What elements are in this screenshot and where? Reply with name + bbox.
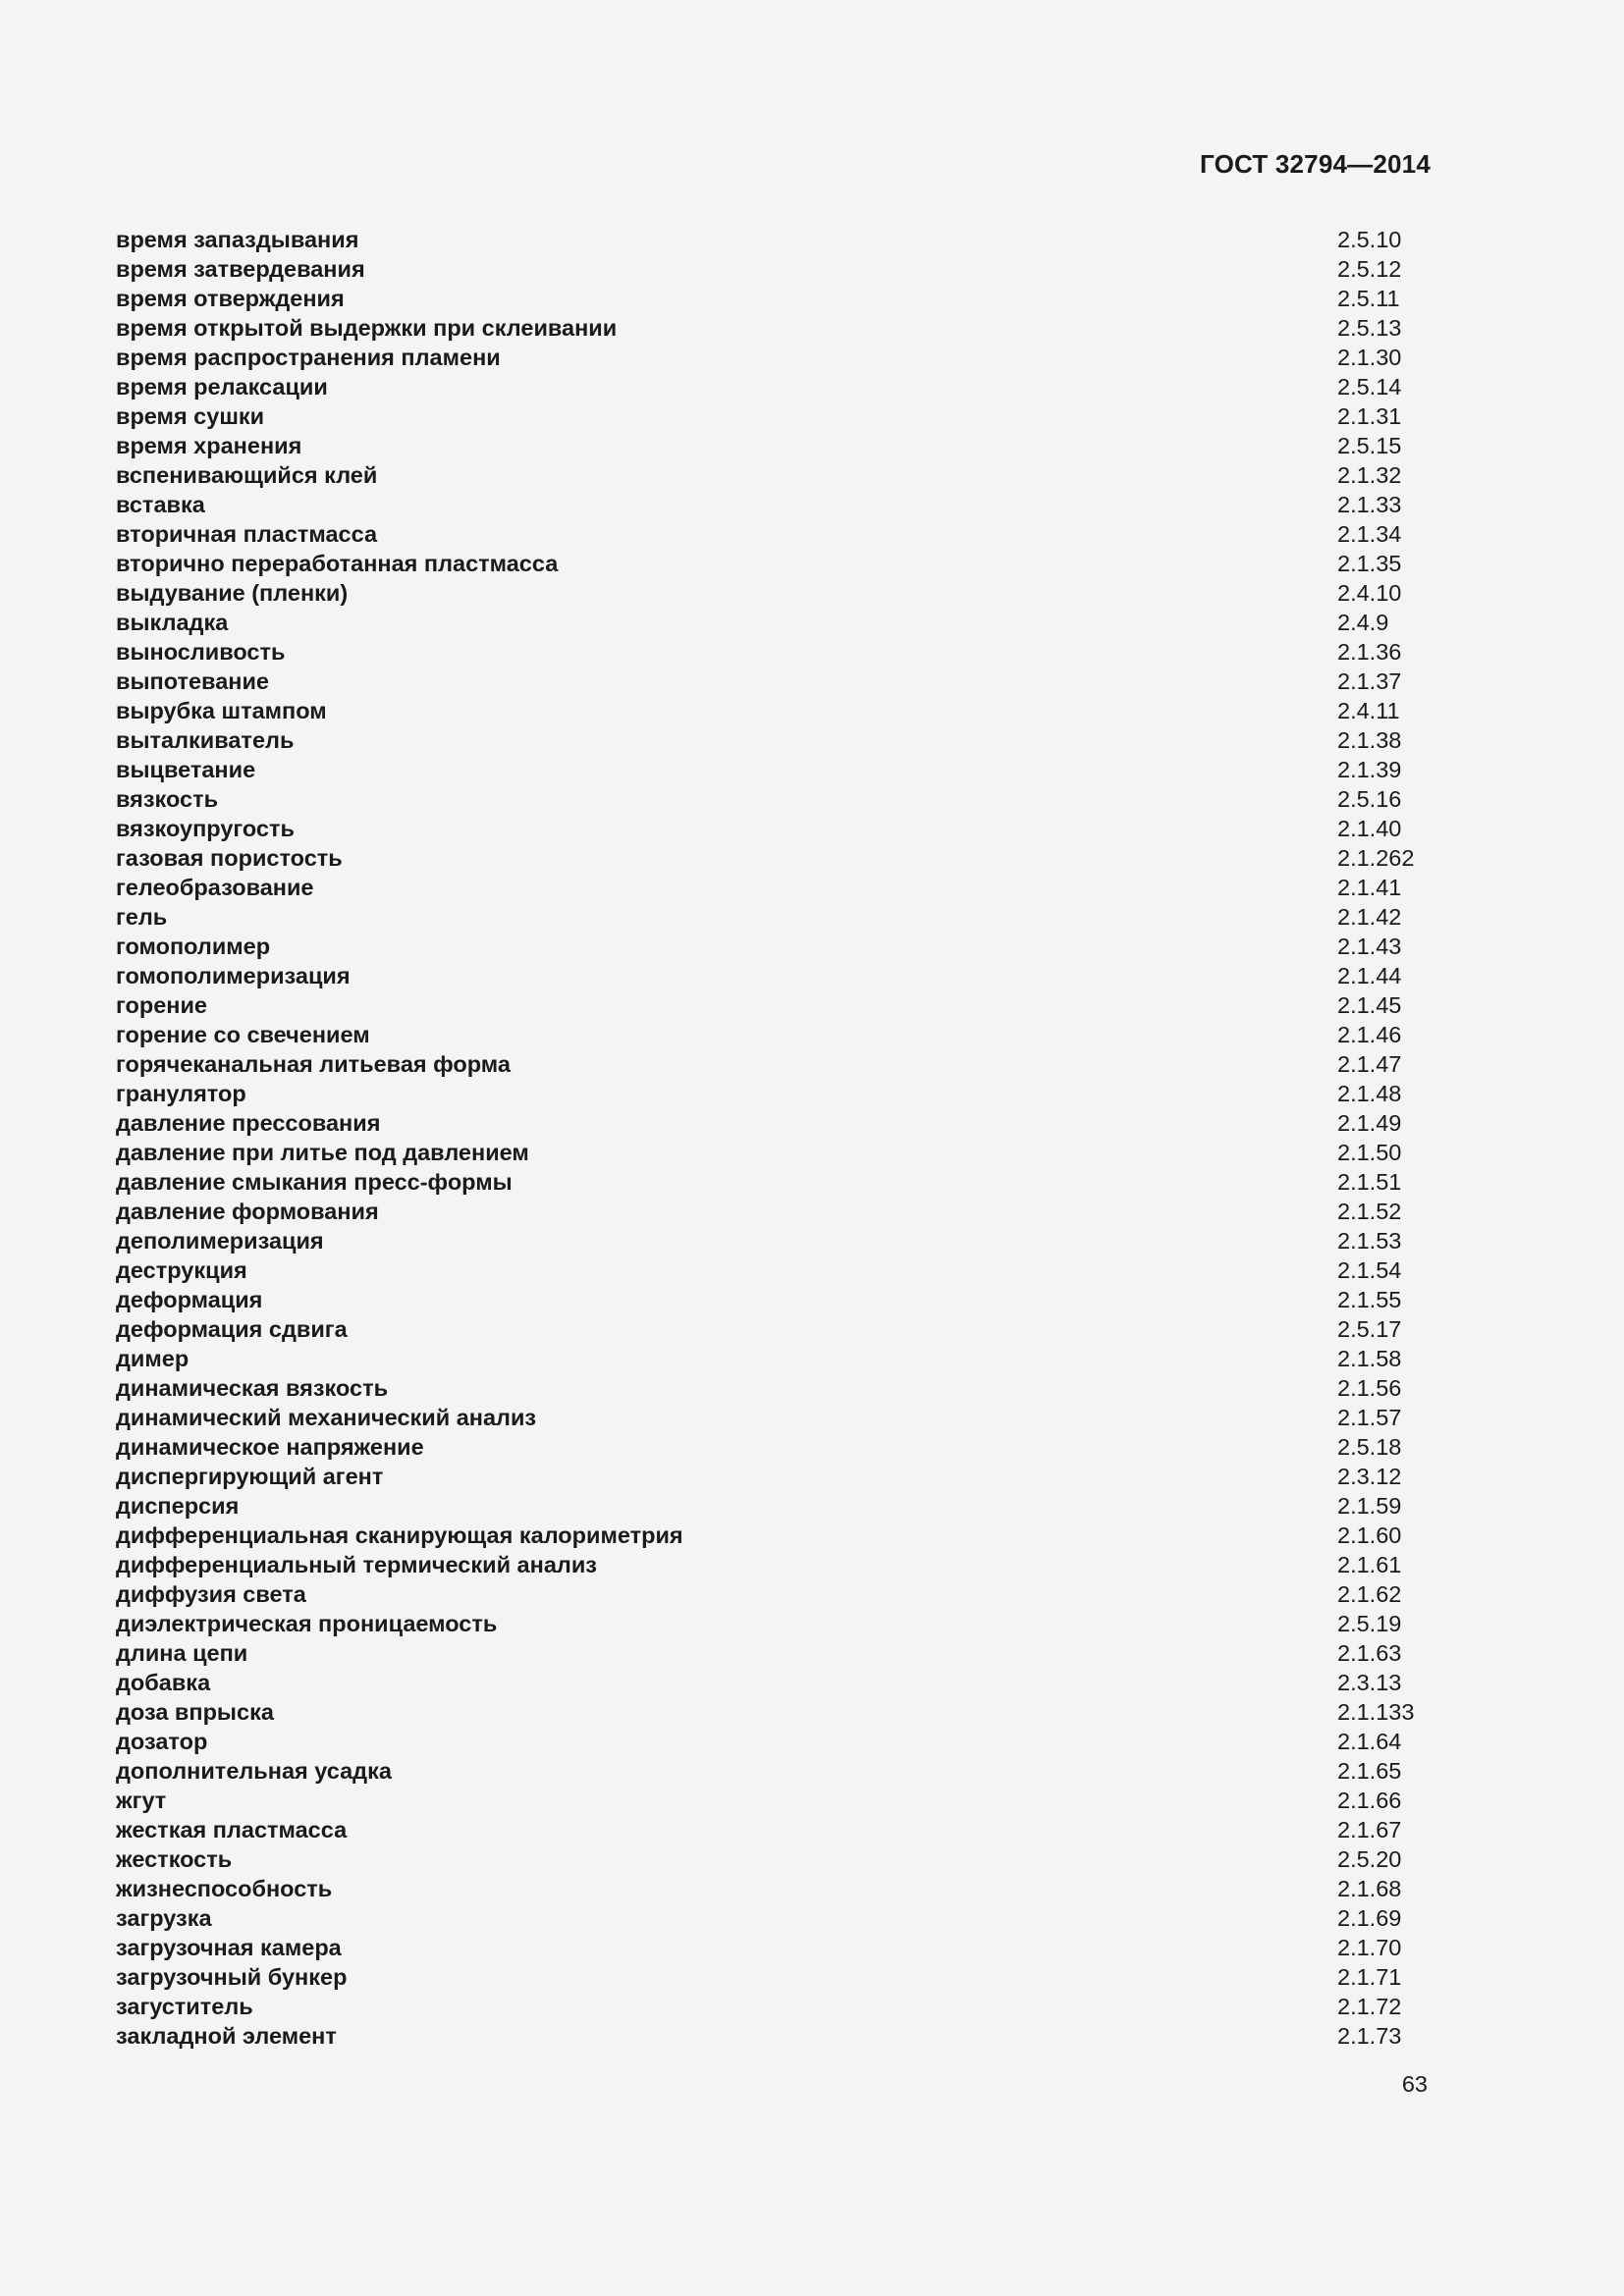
index-term: загрузочная камера	[116, 1935, 342, 1960]
index-term: давление смыкания пресс-формы	[116, 1169, 513, 1195]
index-reference-number: 2.4.10	[1337, 580, 1402, 606]
index-entry	[116, 725, 1432, 755]
index-term: загуститель	[116, 1994, 253, 2019]
index-entry	[116, 1226, 1432, 1255]
index-term: динамическое напряжение	[116, 1434, 424, 1460]
index-entry	[116, 961, 1432, 990]
index-term: горение со свечением	[116, 1022, 370, 1047]
index-reference-number: 2.1.133	[1337, 1699, 1415, 1725]
index-entry	[116, 1874, 1432, 1903]
index-term: вязкоупругость	[116, 816, 295, 841]
index-term: вязкость	[116, 786, 219, 812]
index-term: деформация	[116, 1287, 263, 1312]
index-reference-number: 2.5.15	[1337, 433, 1402, 458]
index-reference-number: 2.1.35	[1337, 551, 1402, 576]
index-entry	[116, 1432, 1432, 1462]
index-reference-number: 2.1.64	[1337, 1729, 1402, 1754]
index-term: время отверждения	[116, 286, 345, 311]
index-reference-number: 2.5.14	[1337, 374, 1402, 400]
index-term: доза впрыска	[116, 1699, 274, 1725]
index-reference-number: 2.1.38	[1337, 727, 1402, 753]
index-reference-number: 2.1.55	[1337, 1287, 1402, 1312]
index-reference-number: 2.1.61	[1337, 1552, 1402, 1577]
index-term: диэлектрическая проницаемость	[116, 1611, 498, 1636]
index-term: выносливость	[116, 639, 286, 665]
index-entry	[116, 696, 1432, 725]
index-entry	[116, 1138, 1432, 1167]
index-reference-number: 2.1.45	[1337, 992, 1402, 1018]
index-entry	[116, 1668, 1432, 1697]
index-entry	[116, 343, 1432, 372]
index-reference-number: 2.1.54	[1337, 1257, 1402, 1283]
index-entry	[116, 667, 1432, 696]
index-term: время релаксации	[116, 374, 328, 400]
term-index-list	[116, 225, 1432, 2051]
index-reference-number: 2.1.60	[1337, 1522, 1402, 1548]
index-entry	[116, 519, 1432, 549]
index-term: жесткая пластмасса	[116, 1817, 348, 1842]
index-term: деполимеризация	[116, 1228, 324, 1254]
index-reference-number: 2.1.43	[1337, 934, 1402, 959]
index-entry	[116, 284, 1432, 313]
index-reference-number: 2.5.20	[1337, 1846, 1402, 1872]
index-entry	[116, 578, 1432, 608]
index-entry	[116, 1255, 1432, 1285]
index-entry	[116, 1049, 1432, 1079]
index-term: горение	[116, 992, 207, 1018]
index-term: гелеобразование	[116, 875, 314, 900]
index-entry	[116, 1579, 1432, 1609]
index-reference-number: 2.1.53	[1337, 1228, 1402, 1254]
index-term: дисперсия	[116, 1493, 240, 1519]
index-entry	[116, 608, 1432, 637]
index-reference-number: 2.3.13	[1337, 1670, 1402, 1695]
index-term: дифференциальная сканирующая калориметрия	[116, 1522, 683, 1548]
index-reference-number: 2.4.9	[1337, 610, 1389, 635]
index-entry	[116, 1521, 1432, 1550]
index-term: диспергирующий агент	[116, 1464, 384, 1489]
page-number: 63	[1401, 2071, 1428, 2097]
index-entry	[116, 1933, 1432, 1962]
index-entry	[116, 755, 1432, 784]
index-term: давление при литье под давлением	[116, 1140, 529, 1165]
index-entry	[116, 1638, 1432, 1668]
index-entry	[116, 1167, 1432, 1197]
index-reference-number: 2.5.10	[1337, 227, 1402, 252]
index-term: гомополимер	[116, 934, 271, 959]
index-term: вторичная пластмасса	[116, 521, 378, 547]
index-entry	[116, 990, 1432, 1020]
index-entry	[116, 254, 1432, 284]
index-reference-number: 2.1.30	[1337, 345, 1402, 370]
index-entry	[116, 932, 1432, 961]
index-reference-number: 2.1.44	[1337, 963, 1402, 988]
index-term: загрузочный бункер	[116, 1964, 348, 1990]
index-term: горячеканальная литьевая форма	[116, 1051, 511, 1077]
index-term: гель	[116, 904, 168, 930]
index-term: выталкиватель	[116, 727, 295, 753]
index-reference-number: 2.1.68	[1337, 1876, 1402, 1901]
index-term: вырубка штампом	[116, 698, 327, 723]
index-reference-number: 2.5.18	[1337, 1434, 1402, 1460]
index-reference-number: 2.1.50	[1337, 1140, 1402, 1165]
index-entry	[116, 372, 1432, 401]
index-reference-number: 2.4.11	[1337, 698, 1400, 723]
index-reference-number: 2.1.71	[1337, 1964, 1402, 1990]
index-entry	[116, 1786, 1432, 1815]
index-entry	[116, 1844, 1432, 1874]
index-reference-number: 2.1.62	[1337, 1581, 1402, 1607]
index-entry	[116, 1108, 1432, 1138]
index-term: давление прессования	[116, 1110, 381, 1136]
index-reference-number: 2.1.41	[1337, 875, 1402, 900]
document-code-header: ГОСТ 32794—2014	[1200, 149, 1431, 179]
index-term: жесткость	[116, 1846, 233, 1872]
index-term: время сушки	[116, 403, 265, 429]
index-reference-number: 2.1.51	[1337, 1169, 1402, 1195]
index-term: динамическая вязкость	[116, 1375, 389, 1401]
index-entry	[116, 1697, 1432, 1727]
index-term: вспенивающийся клей	[116, 462, 378, 488]
index-reference-number: 2.1.42	[1337, 904, 1402, 930]
index-entry	[116, 1344, 1432, 1373]
index-entry	[116, 843, 1432, 873]
index-term: время затвердевания	[116, 256, 365, 282]
index-entry	[116, 1197, 1432, 1226]
index-reference-number: 2.1.39	[1337, 757, 1402, 782]
index-term: время распространения пламени	[116, 345, 501, 370]
index-reference-number: 2.1.73	[1337, 2023, 1402, 2049]
index-reference-number: 2.1.59	[1337, 1493, 1402, 1519]
index-entry	[116, 1962, 1432, 1992]
index-term: димер	[116, 1346, 189, 1371]
index-reference-number: 2.3.12	[1337, 1464, 1402, 1489]
index-entry	[116, 1609, 1432, 1638]
index-reference-number: 2.1.72	[1337, 1994, 1402, 2019]
index-reference-number: 2.1.67	[1337, 1817, 1402, 1842]
index-entry	[116, 637, 1432, 667]
index-term: выкладка	[116, 610, 229, 635]
index-reference-number: 2.5.13	[1337, 315, 1402, 341]
index-entry	[116, 1314, 1432, 1344]
index-entry	[116, 1727, 1432, 1756]
index-reference-number: 2.5.19	[1337, 1611, 1402, 1636]
index-entry	[116, 1373, 1432, 1403]
index-term: выдувание (пленки)	[116, 580, 349, 606]
index-term: гранулятор	[116, 1081, 246, 1106]
index-term: вторично переработанная пластмасса	[116, 551, 559, 576]
index-entry	[116, 1491, 1432, 1521]
index-entry	[116, 814, 1432, 843]
index-entry	[116, 1285, 1432, 1314]
index-reference-number: 2.1.33	[1337, 492, 1402, 517]
index-reference-number: 2.1.65	[1337, 1758, 1402, 1784]
index-reference-number: 2.1.46	[1337, 1022, 1402, 1047]
index-reference-number: 2.1.63	[1337, 1640, 1402, 1666]
index-term: дозатор	[116, 1729, 208, 1754]
index-reference-number: 2.1.36	[1337, 639, 1402, 665]
index-term: динамический механический анализ	[116, 1405, 537, 1430]
index-reference-number: 2.1.34	[1337, 521, 1402, 547]
index-term: закладной элемент	[116, 2023, 337, 2049]
index-entry	[116, 549, 1432, 578]
index-term: вставка	[116, 492, 205, 517]
index-reference-number: 2.5.12	[1337, 256, 1402, 282]
index-term: газовая пористость	[116, 845, 343, 871]
index-entry	[116, 460, 1432, 490]
index-term: гомополимеризация	[116, 963, 351, 988]
index-entry	[116, 1903, 1432, 1933]
index-term: давление формования	[116, 1199, 379, 1224]
index-term: дифференциальный термический анализ	[116, 1552, 597, 1577]
index-reference-number: 2.1.31	[1337, 403, 1402, 429]
index-entry	[116, 1992, 1432, 2021]
index-entry	[116, 431, 1432, 460]
index-reference-number: 2.1.56	[1337, 1375, 1402, 1401]
index-entry	[116, 313, 1432, 343]
index-reference-number: 2.1.262	[1337, 845, 1415, 871]
index-term: деформация сдвига	[116, 1316, 348, 1342]
index-reference-number: 2.1.66	[1337, 1788, 1402, 1813]
index-entry	[116, 784, 1432, 814]
index-reference-number: 2.1.69	[1337, 1905, 1402, 1931]
index-entry	[116, 1020, 1432, 1049]
index-entry	[116, 401, 1432, 431]
index-entry	[116, 1550, 1432, 1579]
index-term: загрузка	[116, 1905, 212, 1931]
index-reference-number: 2.5.17	[1337, 1316, 1402, 1342]
index-reference-number: 2.5.11	[1337, 286, 1400, 311]
index-entry	[116, 1815, 1432, 1844]
index-reference-number: 2.1.70	[1337, 1935, 1402, 1960]
index-entry	[116, 2021, 1432, 2051]
index-term: дополнительная усадка	[116, 1758, 392, 1784]
index-term: время запаздывания	[116, 227, 359, 252]
index-term: жгут	[116, 1788, 167, 1813]
index-term: выпотевание	[116, 668, 269, 694]
index-reference-number: 2.1.58	[1337, 1346, 1402, 1371]
index-reference-number: 2.1.40	[1337, 816, 1402, 841]
index-term: время открытой выдержки при склеивании	[116, 315, 618, 341]
index-term: деструкция	[116, 1257, 247, 1283]
index-reference-number: 2.1.47	[1337, 1051, 1402, 1077]
index-entry	[116, 1462, 1432, 1491]
index-entry	[116, 225, 1432, 254]
index-entry	[116, 490, 1432, 519]
index-entry	[116, 902, 1432, 932]
index-reference-number: 2.1.57	[1337, 1405, 1402, 1430]
index-term: длина цепи	[116, 1640, 248, 1666]
index-reference-number: 2.1.49	[1337, 1110, 1402, 1136]
index-term: добавка	[116, 1670, 211, 1695]
index-entry	[116, 873, 1432, 902]
index-reference-number: 2.5.16	[1337, 786, 1402, 812]
index-reference-number: 2.1.52	[1337, 1199, 1402, 1224]
index-reference-number: 2.1.37	[1337, 668, 1402, 694]
index-reference-number: 2.1.48	[1337, 1081, 1402, 1106]
index-term: выцветание	[116, 757, 256, 782]
index-entry	[116, 1403, 1432, 1432]
index-term: диффузия света	[116, 1581, 306, 1607]
index-reference-number: 2.1.32	[1337, 462, 1402, 488]
index-entry	[116, 1756, 1432, 1786]
index-entry	[116, 1079, 1432, 1108]
index-term: жизнеспособность	[116, 1876, 333, 1901]
index-term: время хранения	[116, 433, 302, 458]
